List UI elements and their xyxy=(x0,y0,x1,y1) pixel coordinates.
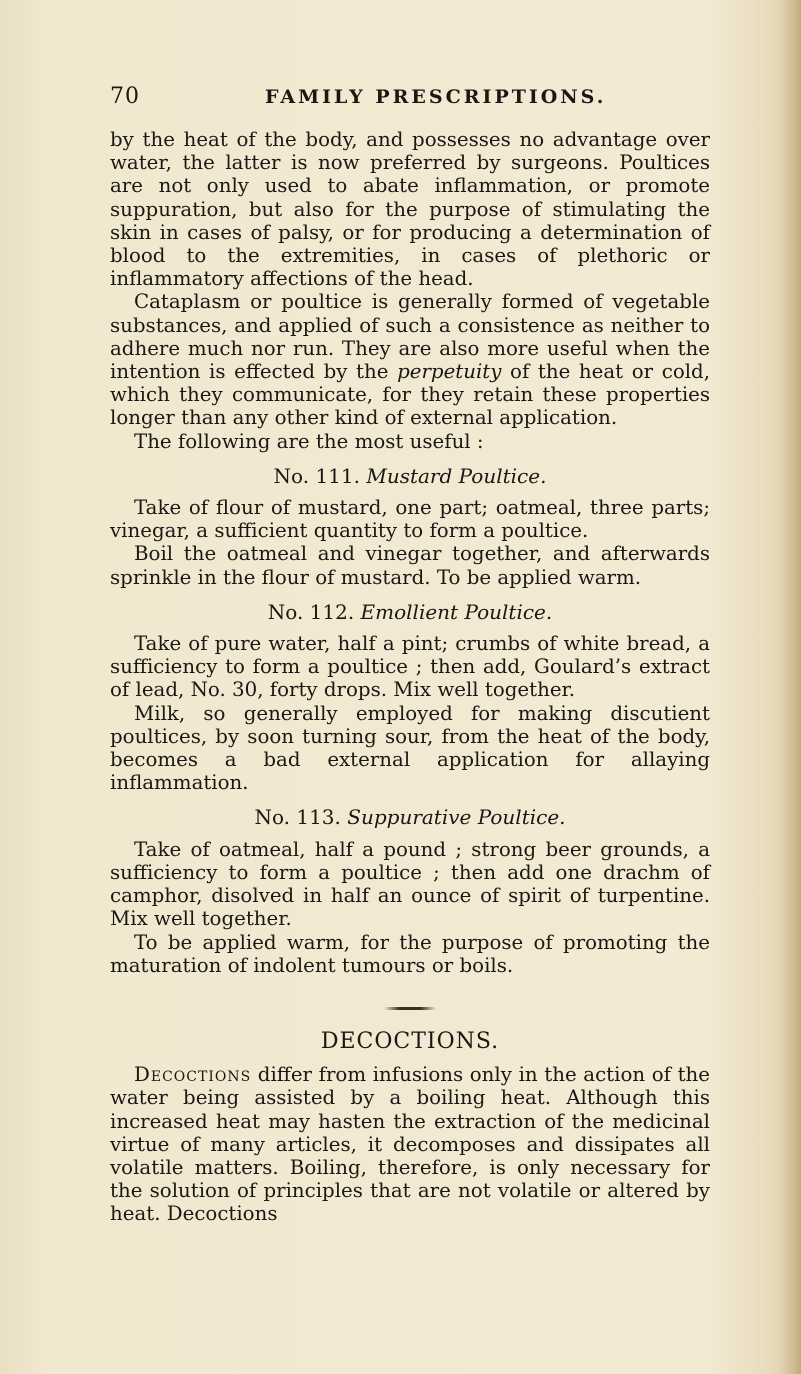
running-head: FAMILY PRESCRIPTIONS. xyxy=(265,86,607,108)
section-title: DECOCTIONS. xyxy=(320,1028,500,1054)
recipe-title xyxy=(110,601,710,624)
recipe-name: Suppurative Poultice. xyxy=(347,805,566,830)
recipe-title xyxy=(110,465,710,488)
cataplasm-emphasis: perpetuity xyxy=(397,360,502,384)
recipe-name: Emollient Poultice. xyxy=(360,599,553,624)
intro-paragraph: by the heat of the body, and possesses no advantage over water, the latter is now preferred by surgeons. Poultices are not only used to abate inflammation, or promote suppuration, but also for the purpose of stimulating the skin in cases of palsy, or for producing a determination of blood to the extremities, in cases of plethoric or inflammatory affections of the head. xyxy=(110,128,710,291)
recipe-name: Mustard Poultice. xyxy=(366,463,547,488)
following-line: The following are the most useful : xyxy=(134,429,484,453)
recipe-paragraph: Take of flour of mustard, one part; oatmeal, three parts; vinegar, a sufficient quantity to form a poultice. xyxy=(110,496,710,543)
recipe-paragraph: Take of pure water, half a pint; crumbs of white bread, a sufficiency to form a poultice ; then add, Goulard’s extract of lead, No. 30, forty drops. Mix well together. xyxy=(110,632,710,702)
decoctions-lead-word: Decoctions xyxy=(134,1063,252,1087)
page-number: 70 xyxy=(110,84,140,109)
section-divider xyxy=(384,1007,436,1010)
page-header xyxy=(110,84,710,114)
cataplasm-text-after: of the heat or cold, which they communicate, for they retain these properties longer than any other kind of external application. xyxy=(110,360,711,430)
recipe-number: No. 112. xyxy=(267,599,355,624)
decoctions-paragraph xyxy=(110,1063,710,1225)
recipe-paragraph: To be applied warm, for the purpose of promoting the maturation of indolent tumours or boils. xyxy=(110,930,710,977)
recipe-paragraph: Milk, so generally employed for making discutient poultices, by soon turning sour, from the heat of the body, becomes a bad external application for allaying inflammation. xyxy=(110,701,710,795)
recipe-paragraph: Boil the oatmeal and vinegar together, and afterwards sprinkle in the flour of mustard. To be applied warm. xyxy=(110,542,710,589)
recipe-number: No. 113. xyxy=(254,805,341,830)
recipe-title xyxy=(110,806,710,829)
decoctions-text: differ from infusions only in the action of the water being assisted by a boiling heat. Although this increased heat may hasten the extraction of the medicinal virtue of many articles, it decomposes and dissipates all volatile matters. Boiling, therefore, is only necessary for the solution of principles that are not volatile or altered by heat. Decoctions xyxy=(110,1063,710,1226)
cataplasm-text-before: Cataplasm or poultice is generally formed of vegetable substances, and applied of such a consistence as neither to adhere much nor run. They are also more useful when the intention is effected by the xyxy=(110,290,710,384)
cataplasm-paragraph xyxy=(110,290,710,429)
recipe-112 xyxy=(110,601,710,795)
recipe-number: No. 111. xyxy=(273,463,360,488)
text-block xyxy=(110,128,710,1226)
recipe-113 xyxy=(110,806,710,976)
page-edge-stain xyxy=(779,0,801,1374)
recipe-111 xyxy=(110,465,710,589)
recipe-paragraph: Take of oatmeal, half a pound ; strong beer grounds, a sufficiency to form a poultice ; then add one drachm of camphor, disolved in half an ounce of spirit of turpentine. Mix well together. xyxy=(110,837,710,931)
